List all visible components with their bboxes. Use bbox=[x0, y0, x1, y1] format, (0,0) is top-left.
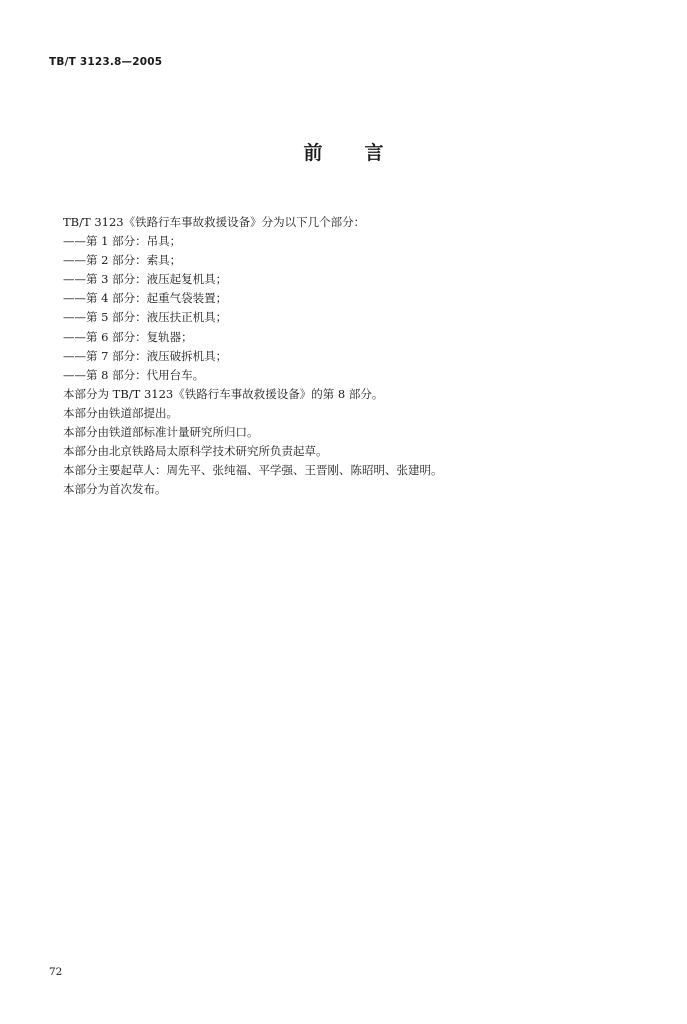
statement-paragraph: 本部分由北京铁路局太原科学技术研究所负责起草。 bbox=[63, 444, 328, 459]
page-number: 72 bbox=[49, 966, 63, 978]
page-title bbox=[0, 138, 687, 165]
part-list-item: ——第 7 部分：液压破拆机具； bbox=[63, 348, 228, 363]
part-list-item: ——第 5 部分：液压扶正机具； bbox=[63, 310, 228, 325]
part-list-item: ——第 4 部分：起重气袋装置； bbox=[63, 291, 228, 306]
document-code: TB/T 3123.8—2005 bbox=[49, 56, 163, 68]
part-list-item: ——第 3 部分：液压起复机具； bbox=[63, 272, 228, 287]
statement-paragraph: 本部分由铁道部标准计量研究所归口。 bbox=[63, 425, 259, 440]
foreword-body bbox=[63, 213, 663, 499]
part-list-item: ——第 8 部分：代用台车。 bbox=[63, 367, 205, 382]
statement-paragraph: 本部分主要起草人：周先平、张纯福、平学强、王晋刚、陈昭明、张建明。 bbox=[63, 463, 443, 478]
title-char-1: 前 bbox=[303, 142, 323, 164]
title-gap bbox=[323, 138, 365, 165]
statement-paragraph: 本部分为 TB/T 3123《铁路行车事故救援设备》的第 8 部分。 bbox=[63, 386, 384, 401]
part-list-item: ——第 1 部分：吊具； bbox=[63, 234, 182, 249]
part-list-item: ——第 6 部分：复轨器； bbox=[63, 329, 193, 344]
part-list-item: ——第 2 部分：索具； bbox=[63, 253, 182, 268]
intro-paragraph: TB/T 3123《铁路行车事故救援设备》分为以下几个部分： bbox=[63, 215, 366, 229]
statement-paragraph: 本部分由铁道部提出。 bbox=[63, 405, 178, 420]
statement-paragraph: 本部分为首次发布。 bbox=[63, 482, 167, 497]
title-char-2: 言 bbox=[364, 142, 384, 164]
